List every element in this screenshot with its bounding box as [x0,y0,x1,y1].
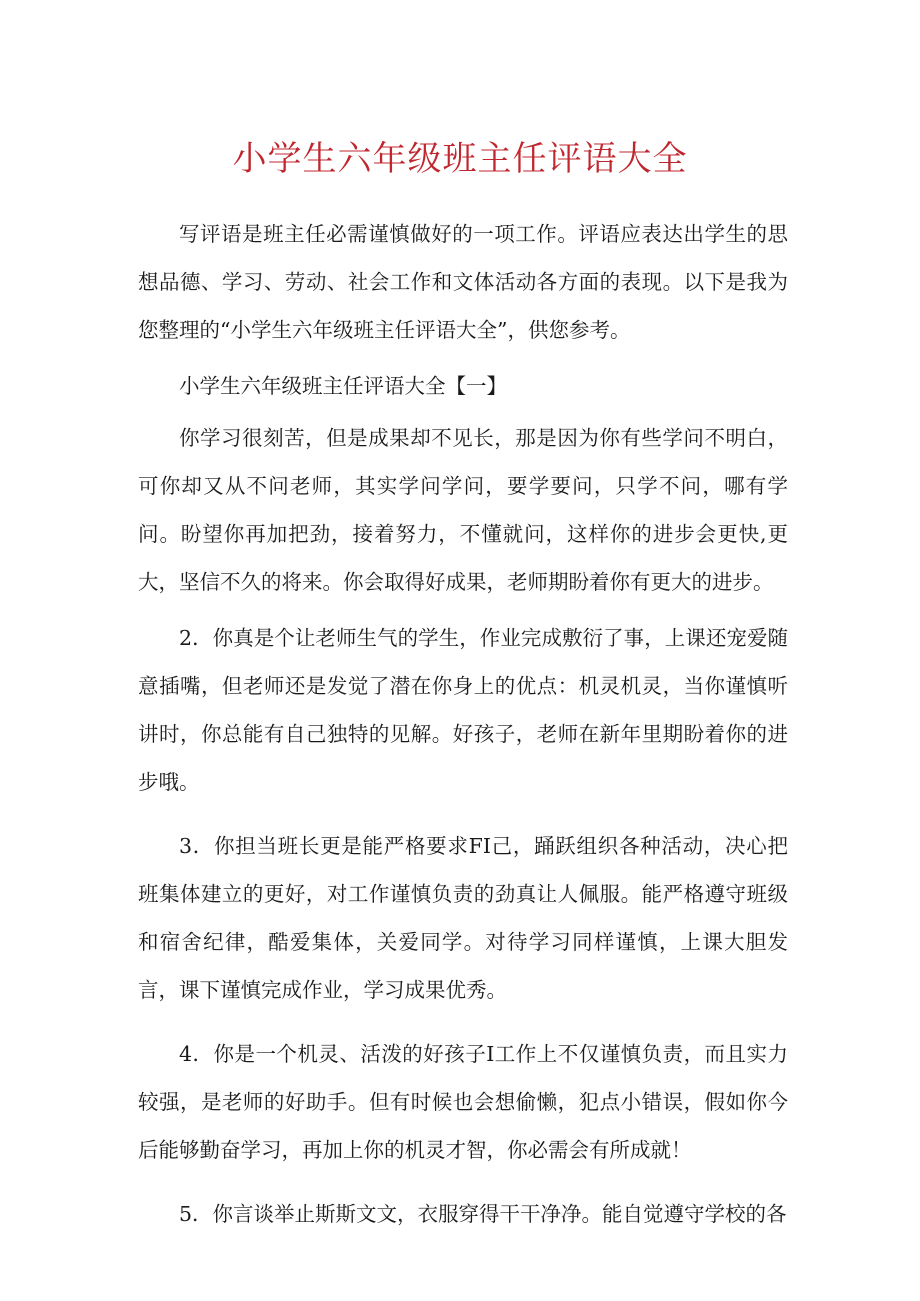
comment-paragraph-1 [138,414,788,606]
paragraph-number: 4 [179,1042,193,1066]
paragraph-number: 5 [179,1202,193,1226]
comment-paragraph-2 [138,614,788,806]
section-heading: 小学生六年级班主任评语大全【一】 [179,374,507,398]
comment-paragraph-4 [138,1030,788,1174]
paragraph-text: ．你担当班长更是能严格要求FI己，踊跃组织各种活动，决心把班集体建立的更好，对工作谨慎负责的劲真让人佩服。能严格遵守班级和宿舍纪律，酷爱集体，关爱同学。对待学习同样谨慎，上课大胆发言，课下谨慎完成作业，学习成果优秀。 [138,834,788,1002]
paragraph-text: ．你言谈举止斯斯文文，衣服穿得干干净净。能自觉遵守学校的各 [192,1202,787,1226]
paragraph-number: 2 [179,626,193,650]
document-body [138,210,788,1254]
comment-paragraph-5 [138,1190,788,1238]
paragraph-text: ．你真是个让老师生气的学生，作业完成敷衍了事，上课还宠爱随意插嘴，但老师还是发觉了潜在你身上的优点：机灵机灵，当你谨慎听讲时，你总能有自己独特的见解。好孩子，老师在新年里期盼着你的进步哦。 [138,626,788,794]
paragraph-text: ．你是一个机灵、活泼的好孩子I工作上不仅谨慎负责，而且实力较强，是老师的好助手。但有时候也会想偷懒，犯点小错误，假如你今后能够勤奋学习，再加上你的机灵才智，你必需会有所成就！ [138,1042,788,1162]
intro-paragraph: 写评语是班主任必需谨慎做好的一项工作。评语应表达出学生的思想品德、学习、劳动、社会工作和文体活动各方面的表现。以下是我为您整理的“小学生六年级班主任评语大全”，供您参考。 [138,222,788,342]
document-title: 小学生六年级班主任评语大全 [232,139,688,179]
paragraph-text: 你学习很刻苦，但是成果却不见长，那是因为你有些学问不明白，可你却又从不问老师，其实学问学问，要学要问，只学不问，哪有学问。盼望你再加把劲，接着努力，不懂就问，这样你的进步会更快,更大，坚信不久的将来。你会取得好成果，老师期盼着你有更大的进步。 [138,426,788,594]
paragraph-number: 3 [179,834,193,858]
comment-paragraph-3 [138,822,788,1014]
